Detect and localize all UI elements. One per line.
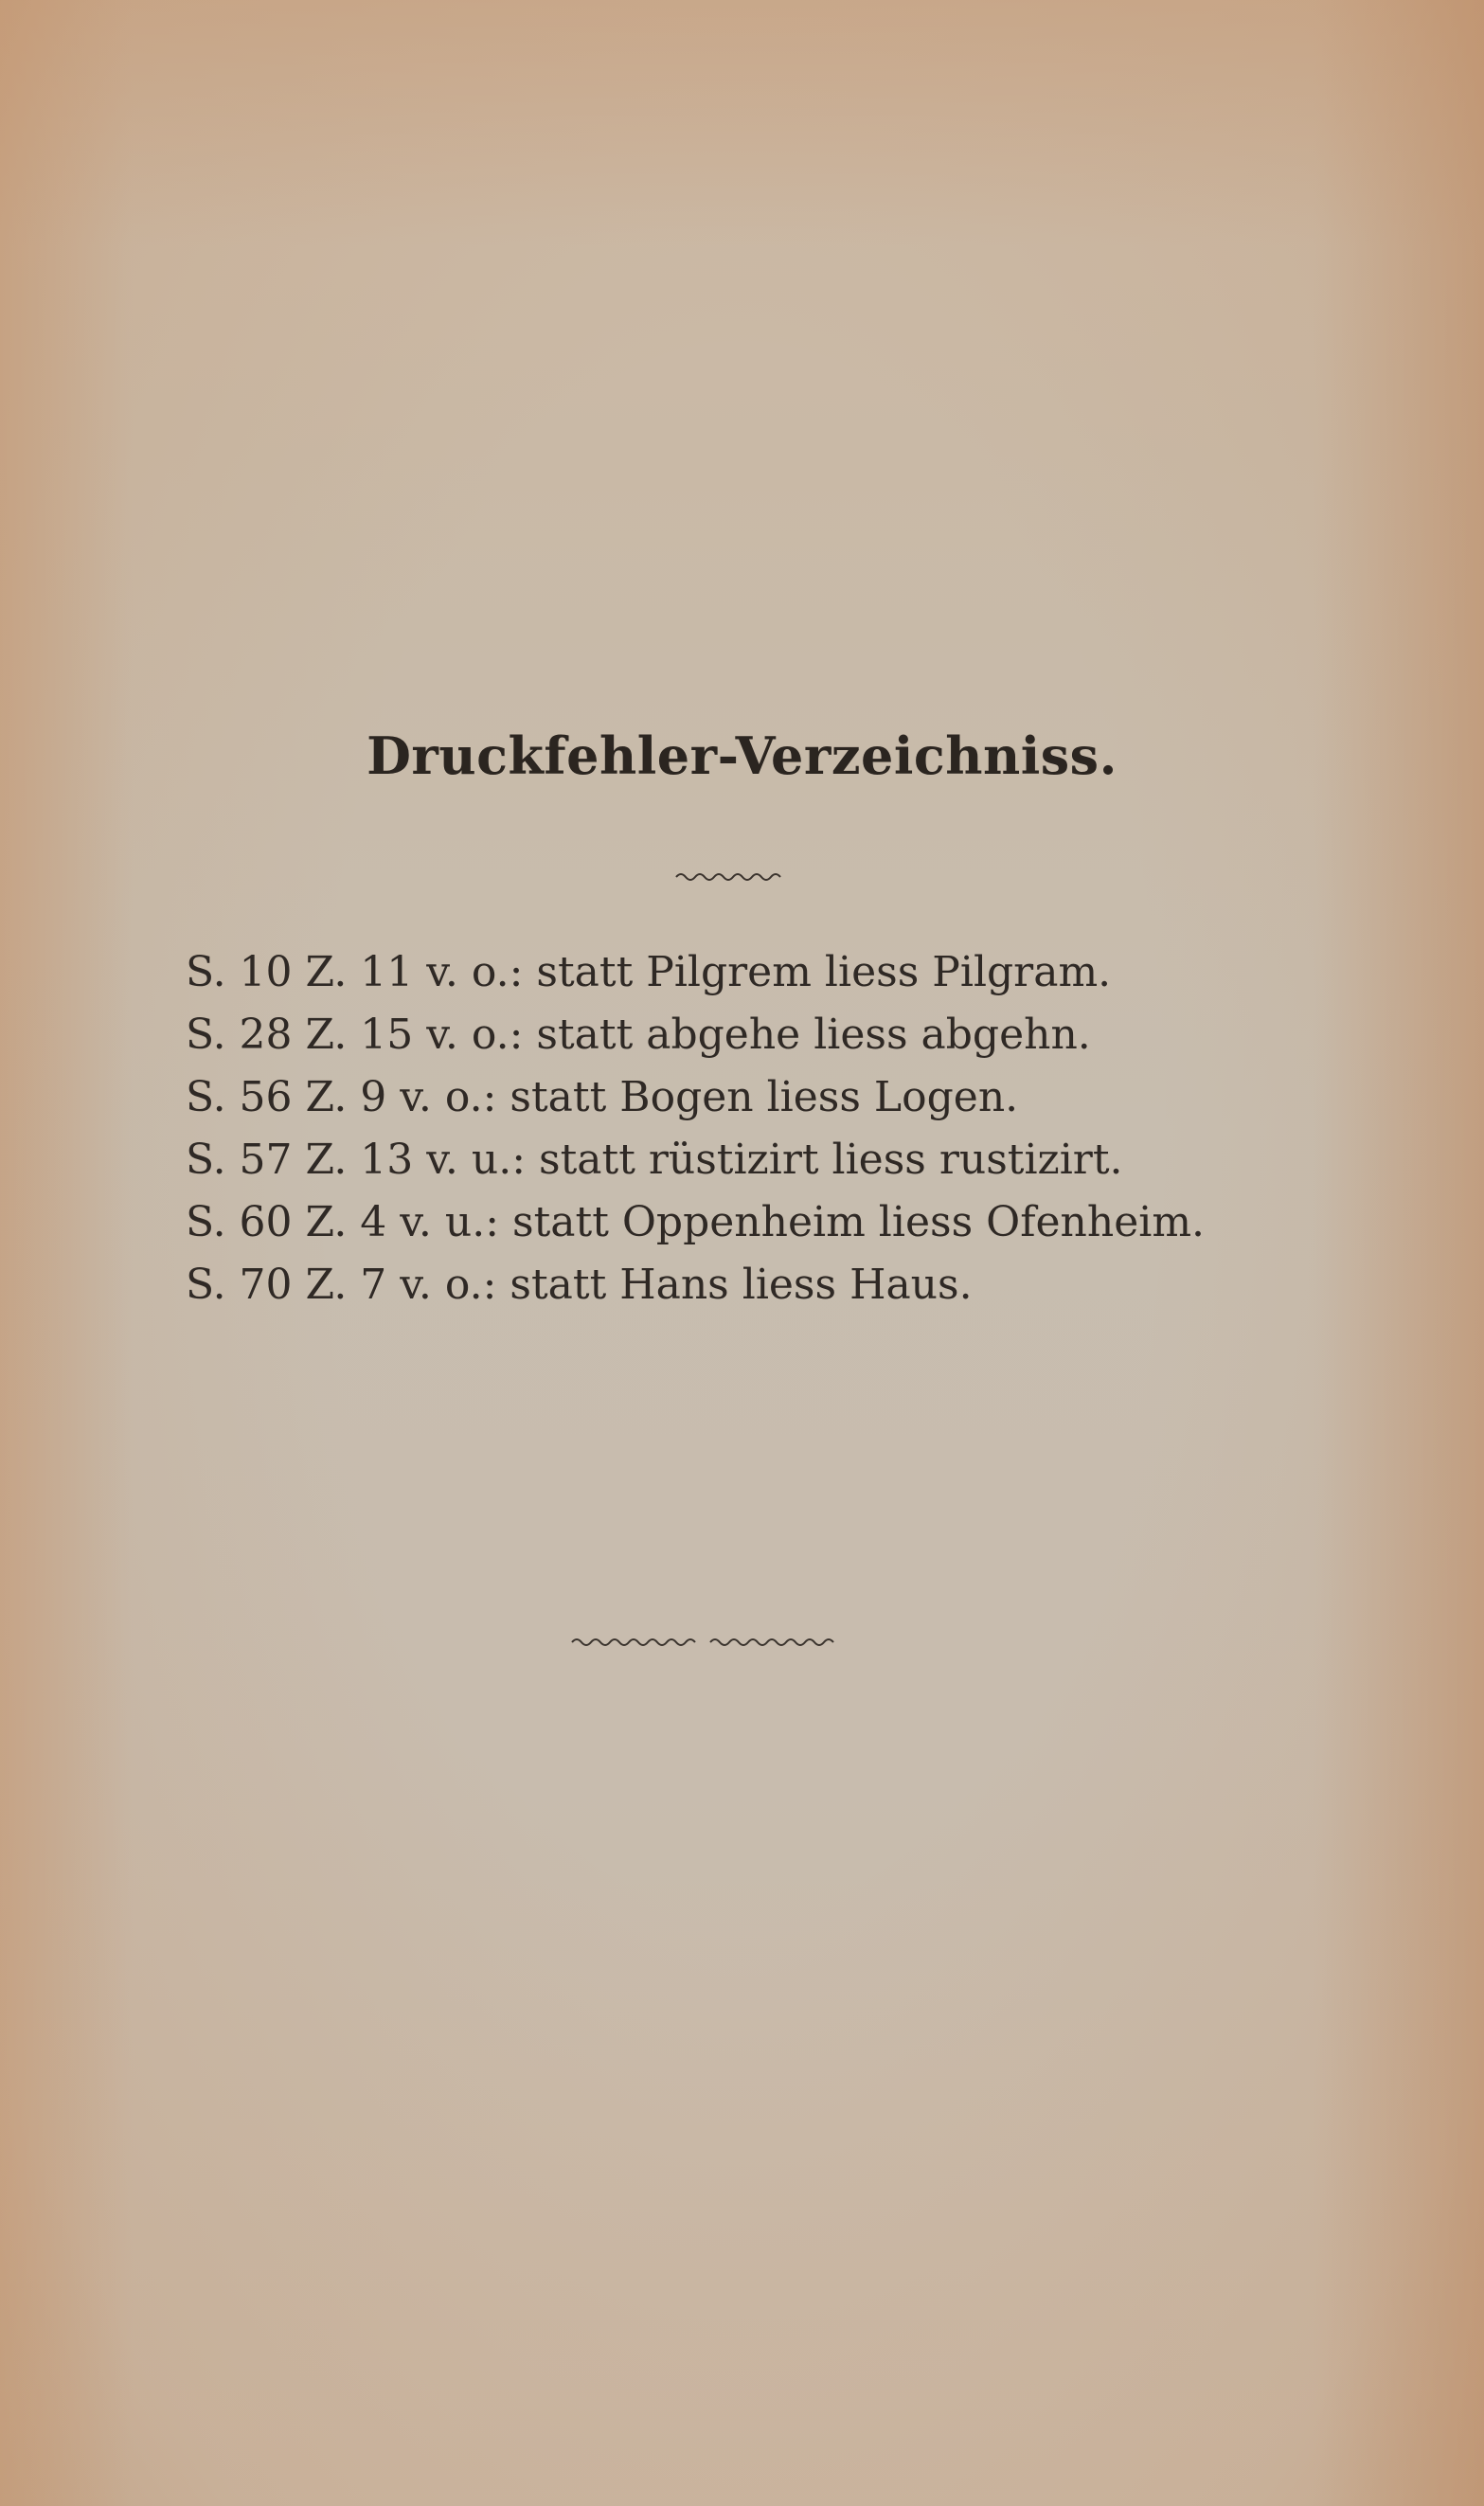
- errata-entry: S. 56 Z. 9 v. o.: statt Bogen liess Logen.: [186, 1073, 1019, 1121]
- errata-entry: S. 60 Z. 4 v. u.: statt Oppenheim liess Ofenheim.: [186, 1198, 1206, 1246]
- wavy-ornament-bottom: [570, 1635, 841, 1648]
- paper-left-tint: [0, 0, 133, 2506]
- errata-list: [186, 941, 1265, 1316]
- errata-entry: S. 10 Z. 11 v. o.: statt Pilgrem liess Pilgram.: [186, 948, 1112, 996]
- errata-entry: S. 57 Z. 13 v. u.: statt rüstizirt liess rustizirt.: [186, 1136, 1123, 1184]
- wavy-ornament-top: [674, 869, 784, 883]
- errata-entry: S. 70 Z. 7 v. o.: statt Hans liess Haus.: [186, 1261, 973, 1309]
- page-title: Druckfehler-Verzeichniss.: [367, 725, 1117, 786]
- paper-right-tint: [1314, 0, 1484, 2506]
- errata-entry: S. 28 Z. 15 v. o.: statt abgehe liess abgehn.: [186, 1011, 1091, 1059]
- paper-top-tint: [0, 0, 1484, 246]
